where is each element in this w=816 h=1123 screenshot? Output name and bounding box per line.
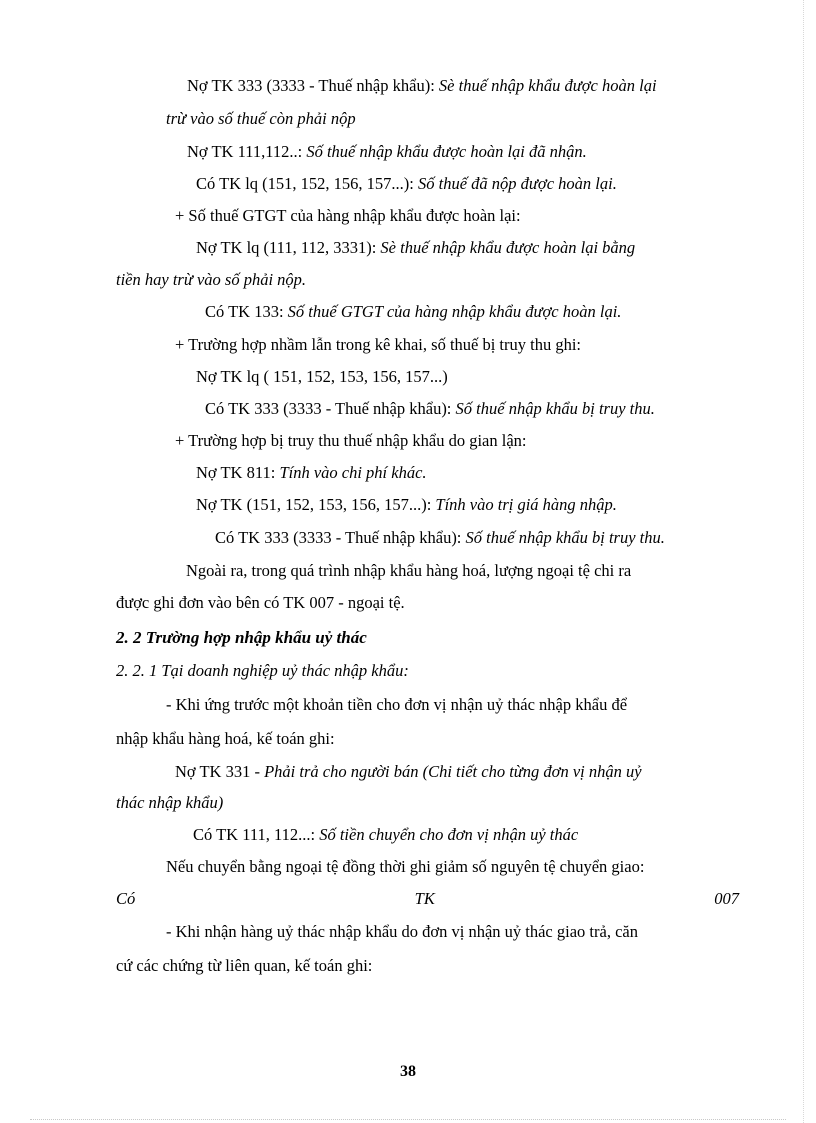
text-line: Nợ TK lq (111, 112, 3331): Sè thuế nhập khẩu được hoàn lại bằng xyxy=(196,238,636,257)
text-line: Có TK 111, 112...: Số tiền chuyển cho đơn vị nhận uỷ thác xyxy=(193,825,579,844)
text-line: + Số thuế GTGT của hàng nhập khẩu được hoàn lại: xyxy=(175,206,521,225)
text-line: Nợ TK 111,112..: Số thuế nhập khẩu được hoàn lại đã nhận. xyxy=(187,142,587,161)
text-line: Có TK 133: Số thuế GTGT của hàng nhập khẩu được hoàn lại. xyxy=(205,302,622,321)
text-line: Nợ TK 331 - Phải trả cho người bán (Chi tiết cho từng đơn vị nhận uỷ xyxy=(175,762,642,781)
text-line: Có TK 007 xyxy=(116,889,739,908)
page-number: 38 xyxy=(400,1063,416,1080)
text-line: Ngoài ra, trong quá trình nhập khẩu hàng hoá, lượng ngoại tệ chi ra xyxy=(186,561,632,580)
text-line: thác nhập khẩu) xyxy=(116,793,224,812)
text-line: Có TK 333 (3333 - Thuế nhập khẩu): Số thuế nhập khẩu bị truy thu. xyxy=(215,528,665,547)
text-line: Có TK lq (151, 152, 156, 157...): Số thuế đã nộp được hoàn lại. xyxy=(196,174,617,193)
text-line: Nợ TK 333 (3333 - Thuế nhập khẩu): Sè thuế nhập khẩu được hoàn lại xyxy=(187,76,657,95)
page-border-bottom xyxy=(30,1119,786,1120)
text-line: + Trường hợp bị truy thu thuế nhập khẩu do gian lận: xyxy=(175,431,527,450)
text-line: tiền hay trừ vào số phải nộp. xyxy=(116,270,307,289)
text-line: được ghi đơn vào bên có TK 007 - ngoại tệ. xyxy=(116,593,405,612)
text-line: Nợ TK lq ( 151, 152, 153, 156, 157...) xyxy=(196,367,448,386)
text-line: Có TK 333 (3333 - Thuế nhập khẩu): Số thuế nhập khẩu bị truy thu. xyxy=(205,399,655,418)
text-line: Nợ TK 811: Tính vào chi phí khác. xyxy=(196,463,427,482)
subsection-heading: 2. 2. 1 Tại doanh nghiệp uỷ thác nhập khẩu: xyxy=(116,661,409,680)
text-line: trừ vào số thuế còn phải nộp xyxy=(166,109,356,128)
page-border-right xyxy=(803,0,804,1123)
text-line: - Khi ứng trước một khoản tiền cho đơn vị nhận uỷ thác nhập khẩu để xyxy=(166,695,628,714)
text-line: + Trường hợp nhầm lẫn trong kê khai, số thuế bị truy thu ghi: xyxy=(175,335,582,354)
section-heading: 2. 2 Trường hợp nhập khẩu uỷ thác xyxy=(116,628,367,647)
text-line: - Khi nhận hàng uỷ thác nhập khẩu do đơn vị nhận uỷ thác giao trả, căn xyxy=(166,922,638,941)
text-line: Nợ TK (151, 152, 153, 156, 157...): Tính vào trị giá hàng nhập. xyxy=(196,495,617,514)
text-line: nhập khẩu hàng hoá, kế toán ghi: xyxy=(116,729,335,748)
text-line: Nếu chuyển bằng ngoại tệ đồng thời ghi giảm số nguyên tệ chuyển giao: xyxy=(166,857,645,876)
text-line: cứ các chứng từ liên quan, kế toán ghi: xyxy=(116,956,373,975)
